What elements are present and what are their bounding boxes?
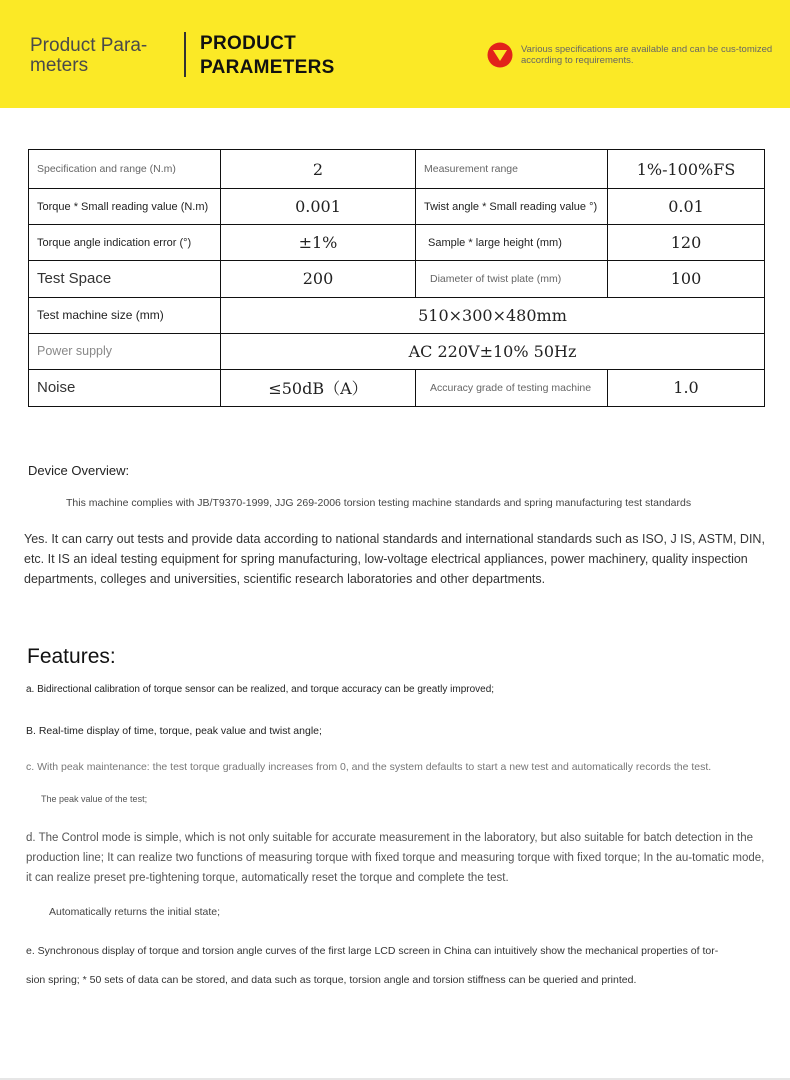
feature-a: a. Bidirectional calibration of torque sensor can be realized, and torque accuracy can be greatly improved;: [26, 684, 495, 695]
overview-standards-line: This machine complies with JB/T9370-1999, JJG 269-2006 torsion testing machine standards and spring manufacturing test standards: [66, 497, 692, 509]
twist-plate-value: 100: [608, 261, 765, 297]
header-banner: [0, 0, 790, 108]
twist-reading-value: 0.01: [608, 189, 765, 225]
feature-peak-note: The peak value of the test;: [41, 794, 148, 804]
table-row: [29, 189, 765, 225]
feature-auto-return: Automatically returns the initial state;: [49, 906, 220, 918]
features-title: Features:: [27, 645, 116, 668]
sample-height-label: Sample * large height (mm): [416, 225, 608, 261]
banner-divider: [184, 32, 186, 77]
feature-e-line1: e. Synchronous display of torque and torsion angle curves of the first large LCD screen in China can intuitively show the mechanical properties of tor-: [26, 945, 719, 957]
banner-title-english: Product Para-meters: [30, 35, 148, 76]
measurement-range-label: Measurement range: [416, 150, 608, 189]
overview-title: Device Overview:: [28, 463, 130, 478]
table-row: [29, 333, 765, 369]
accuracy-grade-label: Accuracy grade of testing machine: [416, 369, 608, 406]
test-space-value: 200: [221, 261, 416, 297]
noise-value: ≤50dB（A）: [221, 369, 416, 406]
machine-size-label: Test machine size (mm): [29, 297, 221, 333]
table-row: [29, 261, 765, 297]
torque-error-label: Torque angle indication error (°): [29, 225, 221, 261]
spec-range-label: Specification and range (N.m): [29, 150, 221, 189]
feature-d: d. The Control mode is simple, which is not only suitable for accurate measurement in the laboratory, but also suitable for batch detection in the production line; It can realize two functions of measuring torque with fixed torque and measuring torque with fixed torque; In the au-tomatic mode, it can realize preset pre-tightening torque, automatically reset the torque and complete the test.: [26, 832, 765, 884]
table-row: [29, 297, 765, 333]
overview-body: Yes. It can carry out tests and provide data according to national standards and international standards such as ISO, J IS, ASTM, DIN, etc. It IS an ideal testing equipment for spring manufacturing, low-voltage electrical appliances, power machinery, quality inspection departments, colleges and universities, scientific research laboratories and other departments.: [24, 532, 765, 586]
noise-label: Noise: [29, 369, 221, 406]
twist-plate-label: Diameter of twist plate (mm): [416, 261, 608, 297]
table-row: [29, 150, 765, 189]
power-supply-value: AC 220V±10% 50Hz: [221, 333, 765, 369]
twist-reading-label: Twist angle * Small reading value °): [416, 189, 608, 225]
torque-reading-label: Torque * Small reading value (N.m): [29, 189, 221, 225]
parameters-table: [28, 149, 765, 407]
feature-e-line2: sion spring; * 50 sets of data can be stored, and data such as torque, torsion angle and torsion stiffness can be queried and printed.: [26, 974, 637, 986]
torque-error-value: ±1%: [221, 225, 416, 261]
torque-reading-value: 0.001: [221, 189, 416, 225]
table-row: [29, 225, 765, 261]
measurement-range-value: 1%-100%FS: [608, 150, 765, 189]
machine-size-value: 510×300×480mm: [221, 297, 765, 333]
table-row: [29, 369, 765, 406]
banner-note: Various specifications are available and can be cus-tomized according to requirements.: [521, 44, 773, 66]
feature-b: B. Real-time display of time, torque, peak value and twist angle;: [26, 725, 322, 737]
test-space-label: Test Space: [29, 261, 221, 297]
spec-range-value: 2: [221, 150, 416, 189]
red-down-triangle-icon: [487, 42, 513, 68]
feature-c: c. With peak maintenance: the test torque gradually increases from 0, and the system defaults to start a new test and automatically records the test.: [26, 761, 712, 773]
sample-height-value: 120: [608, 225, 765, 261]
banner-title-caps: PRODUCT PARAMETERS: [200, 33, 335, 78]
accuracy-grade-value: 1.0: [608, 369, 765, 406]
power-supply-label: Power supply: [29, 333, 221, 369]
